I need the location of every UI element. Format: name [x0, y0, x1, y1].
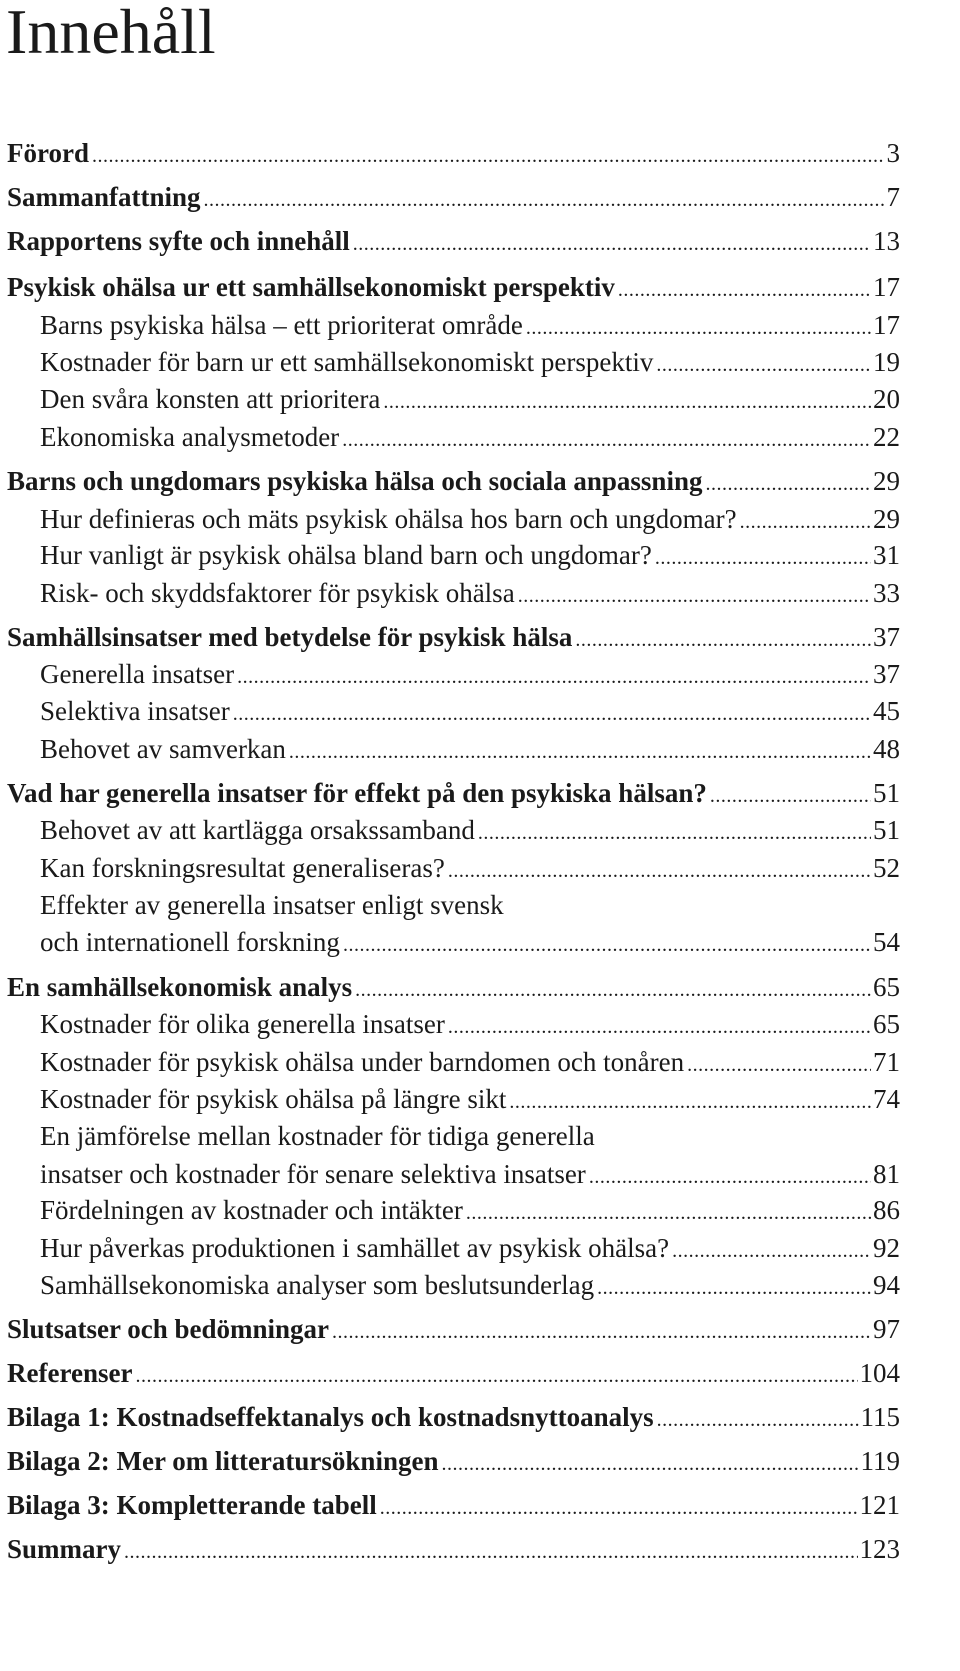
toc-entry-label: Kostnader för olika generella insatser	[40, 1009, 445, 1039]
toc-entry[interactable]	[7, 620, 900, 657]
toc-entry[interactable]	[7, 270, 900, 307]
toc-entry[interactable]	[40, 813, 900, 850]
toc-entry-label-line1: Effekter av generella insatser enligt svensk	[40, 890, 504, 920]
toc-page-number: 104	[859, 1358, 900, 1388]
toc-entry-label: Slutsatser och bedömningar	[7, 1314, 330, 1344]
toc-page-number: 52	[873, 853, 900, 883]
toc-entry-label: Samhällsekonomiska analyser som beslutsunderlag	[40, 1270, 595, 1300]
toc-entry-label: Hur definieras och mäts psykisk ohälsa hos barn och ungdomar?	[40, 504, 737, 534]
toc-page-number: 7	[886, 182, 900, 212]
toc-page-number: 74	[873, 1084, 900, 1114]
toc-entry[interactable]	[7, 1532, 900, 1569]
toc-dot-leader	[355, 973, 871, 1007]
toc-page-number: 37	[873, 659, 900, 689]
toc-entry-label: Kostnader för psykisk ohälsa på längre sikt	[40, 1084, 507, 1114]
toc-entry-label: Psykisk ohälsa ur ett samhällsekonomiskt perspektiv	[7, 272, 615, 302]
toc-dot-leader	[332, 1315, 871, 1349]
toc-entry[interactable]	[40, 694, 900, 731]
toc-dot-leader	[710, 779, 871, 813]
toc-page-number: 81	[873, 1159, 900, 1189]
toc-entry[interactable]	[7, 180, 900, 217]
toc-entry[interactable]	[40, 576, 900, 613]
toc-entry[interactable]	[40, 345, 900, 382]
toc-page-number: 71	[873, 1047, 900, 1077]
toc-page-number: 22	[873, 422, 900, 452]
toc-page-number: 3	[886, 138, 900, 168]
toc-dot-leader	[353, 227, 871, 261]
toc-entry-label-line1: En jämförelse mellan kostnader för tidiga generella	[40, 1121, 595, 1151]
toc-dot-leader	[237, 660, 871, 694]
toc-entry-label: Sammanfattning	[7, 182, 201, 212]
toc-entry[interactable]	[7, 776, 900, 813]
toc-entry[interactable]	[7, 1444, 900, 1481]
toc-page-number: 19	[873, 347, 900, 377]
toc-entry-label: Den svåra konsten att prioritera	[40, 384, 381, 414]
toc-page-number: 65	[873, 972, 900, 1002]
toc-entry[interactable]	[40, 1268, 900, 1305]
toc-entry[interactable]	[40, 1082, 900, 1119]
toc-dot-leader	[526, 311, 871, 345]
toc-entry-label: Rapportens syfte och innehåll	[7, 226, 350, 256]
toc-page-number: 51	[873, 778, 900, 808]
toc-entry-label: Hur påverkas produktionen i samhället av psykisk ohälsa?	[40, 1233, 670, 1263]
toc-page-number: 45	[873, 696, 900, 726]
toc-entry-label: En samhällsekonomisk analys	[7, 972, 353, 1002]
toc-entry-label: Behovet av samverkan	[40, 734, 286, 764]
toc-entry-label: Fördelningen av kostnader och intäkter	[40, 1195, 463, 1225]
toc-entry[interactable]	[40, 1231, 900, 1268]
toc-entry-label: Hur vanligt är psykisk ohälsa bland barn och ungdomar?	[40, 540, 652, 570]
toc-dot-leader	[289, 735, 871, 769]
toc-entry[interactable]	[7, 1488, 900, 1525]
toc-page-number: 121	[859, 1490, 900, 1520]
toc-page-number: 86	[873, 1195, 900, 1225]
toc-dot-leader	[233, 697, 871, 731]
toc-entry[interactable]	[7, 1356, 900, 1393]
toc-entry[interactable]	[40, 308, 900, 345]
toc-entry[interactable]	[7, 464, 900, 501]
toc-dot-leader	[448, 854, 871, 888]
toc-page-number: 29	[873, 504, 900, 534]
toc-entry[interactable]	[7, 224, 900, 261]
toc-entry[interactable]	[40, 1045, 900, 1082]
toc-dot-leader	[135, 1359, 857, 1393]
toc-dot-leader	[655, 541, 871, 575]
toc-entry-label: insatser och kostnader för senare selektiva insatser	[40, 1159, 586, 1189]
toc-entry-label: och internationell forskning	[40, 927, 340, 957]
toc-entry[interactable]	[40, 925, 900, 962]
toc-dot-leader	[656, 348, 871, 382]
toc-dot-leader	[589, 1160, 871, 1194]
toc-page-number: 92	[873, 1233, 900, 1263]
toc-page-number: 37	[873, 622, 900, 652]
page-title: Innehåll	[6, 0, 216, 67]
toc-entry-label: Bilaga 1: Kostnadseffektanalys och kostnadsnyttoanalys	[7, 1402, 654, 1432]
toc-entry-label: Kan forskningsresultat generaliseras?	[40, 853, 445, 883]
toc-page-number: 31	[873, 540, 900, 570]
toc-entry[interactable]	[40, 420, 900, 457]
toc-dot-leader	[124, 1535, 858, 1569]
toc-entry-label: Bilaga 2: Mer om litteratursökningen	[7, 1446, 439, 1476]
toc-dot-leader	[597, 1271, 871, 1305]
toc-dot-leader	[343, 928, 871, 962]
toc-entry[interactable]	[7, 1400, 900, 1437]
toc-entry[interactable]	[40, 1007, 900, 1044]
toc-dot-leader	[687, 1048, 871, 1082]
toc-entry-label: Barns och ungdomars psykiska hälsa och sociala anpassning	[7, 466, 703, 496]
toc-dot-leader	[575, 623, 871, 657]
toc-page-number: 29	[873, 466, 900, 496]
toc-dot-leader	[478, 816, 871, 850]
toc-page-number: 97	[873, 1314, 900, 1344]
toc-dot-leader	[657, 1403, 859, 1437]
toc-entry[interactable]	[40, 1193, 900, 1230]
toc-page-number: 54	[873, 927, 900, 957]
toc-page-number: 20	[873, 384, 900, 414]
toc-dot-leader	[466, 1196, 871, 1230]
toc-entry-label: Samhällsinsatser med betydelse för psykisk hälsa	[7, 622, 573, 652]
toc-entry-label: Behovet av att kartlägga orsakssamband	[40, 815, 475, 845]
toc-entry-label: Selektiva insatser	[40, 696, 230, 726]
toc-page-number: 48	[873, 734, 900, 764]
toc-page-number: 13	[873, 226, 900, 256]
toc-entry-label: Bilaga 3: Kompletterande tabell	[7, 1490, 377, 1520]
toc-entry-label: Barns psykiska hälsa – ett prioriterat område	[40, 310, 523, 340]
toc-dot-leader	[448, 1010, 871, 1044]
toc-entry-label: Vad har generella insatser för effekt på den psykiska hälsan?	[7, 778, 707, 808]
toc-entry-label: Ekonomiska analysmetoder	[40, 422, 340, 452]
toc-dot-leader	[672, 1234, 871, 1268]
toc-page-number: 65	[873, 1009, 900, 1039]
toc-entry[interactable]	[40, 538, 900, 575]
toc-dot-leader	[509, 1085, 871, 1119]
toc-entry-label: Förord	[7, 138, 89, 168]
toc-entry-label: Generella insatser	[40, 659, 235, 689]
toc-entry-label: Summary	[7, 1534, 121, 1564]
toc-entry[interactable]	[40, 1157, 900, 1194]
toc-entry-label: Risk- och skyddsfaktorer för psykisk ohälsa	[40, 578, 515, 608]
toc-entry-label: Kostnader för barn ur ett samhällsekonomiskt perspektiv	[40, 347, 654, 377]
toc-dot-leader	[204, 183, 885, 217]
toc-page-number: 51	[873, 815, 900, 845]
toc-dot-leader	[740, 505, 871, 539]
toc-entry-label: Referenser	[7, 1358, 133, 1388]
toc-entry[interactable]	[40, 732, 900, 769]
toc-dot-leader	[383, 385, 871, 419]
toc-dot-leader	[380, 1491, 858, 1525]
toc-dot-leader	[441, 1447, 858, 1481]
toc-page-number: 17	[873, 310, 900, 340]
toc-entry[interactable]	[40, 502, 900, 539]
toc-entry[interactable]	[7, 1312, 900, 1349]
toc-page-number: 115	[860, 1402, 900, 1432]
toc-entry[interactable]	[7, 970, 900, 1007]
toc-dot-leader	[618, 273, 871, 307]
toc-entry-label: Kostnader för psykisk ohälsa under barndomen och tonåren	[40, 1047, 685, 1077]
toc-entry[interactable]	[7, 136, 900, 173]
toc-dot-leader	[342, 423, 871, 457]
toc-entry[interactable]	[40, 657, 900, 694]
toc-dot-leader	[92, 139, 885, 173]
toc-page-number: 94	[873, 1270, 900, 1300]
toc-page-number: 33	[873, 578, 900, 608]
toc-page-number: 123	[859, 1534, 900, 1564]
toc-page-number: 119	[860, 1446, 900, 1476]
toc-dot-leader	[705, 467, 871, 501]
toc-page-number: 17	[873, 272, 900, 302]
toc-dot-leader	[518, 579, 871, 613]
toc-entry[interactable]	[40, 851, 900, 888]
toc-entry[interactable]	[40, 382, 900, 419]
